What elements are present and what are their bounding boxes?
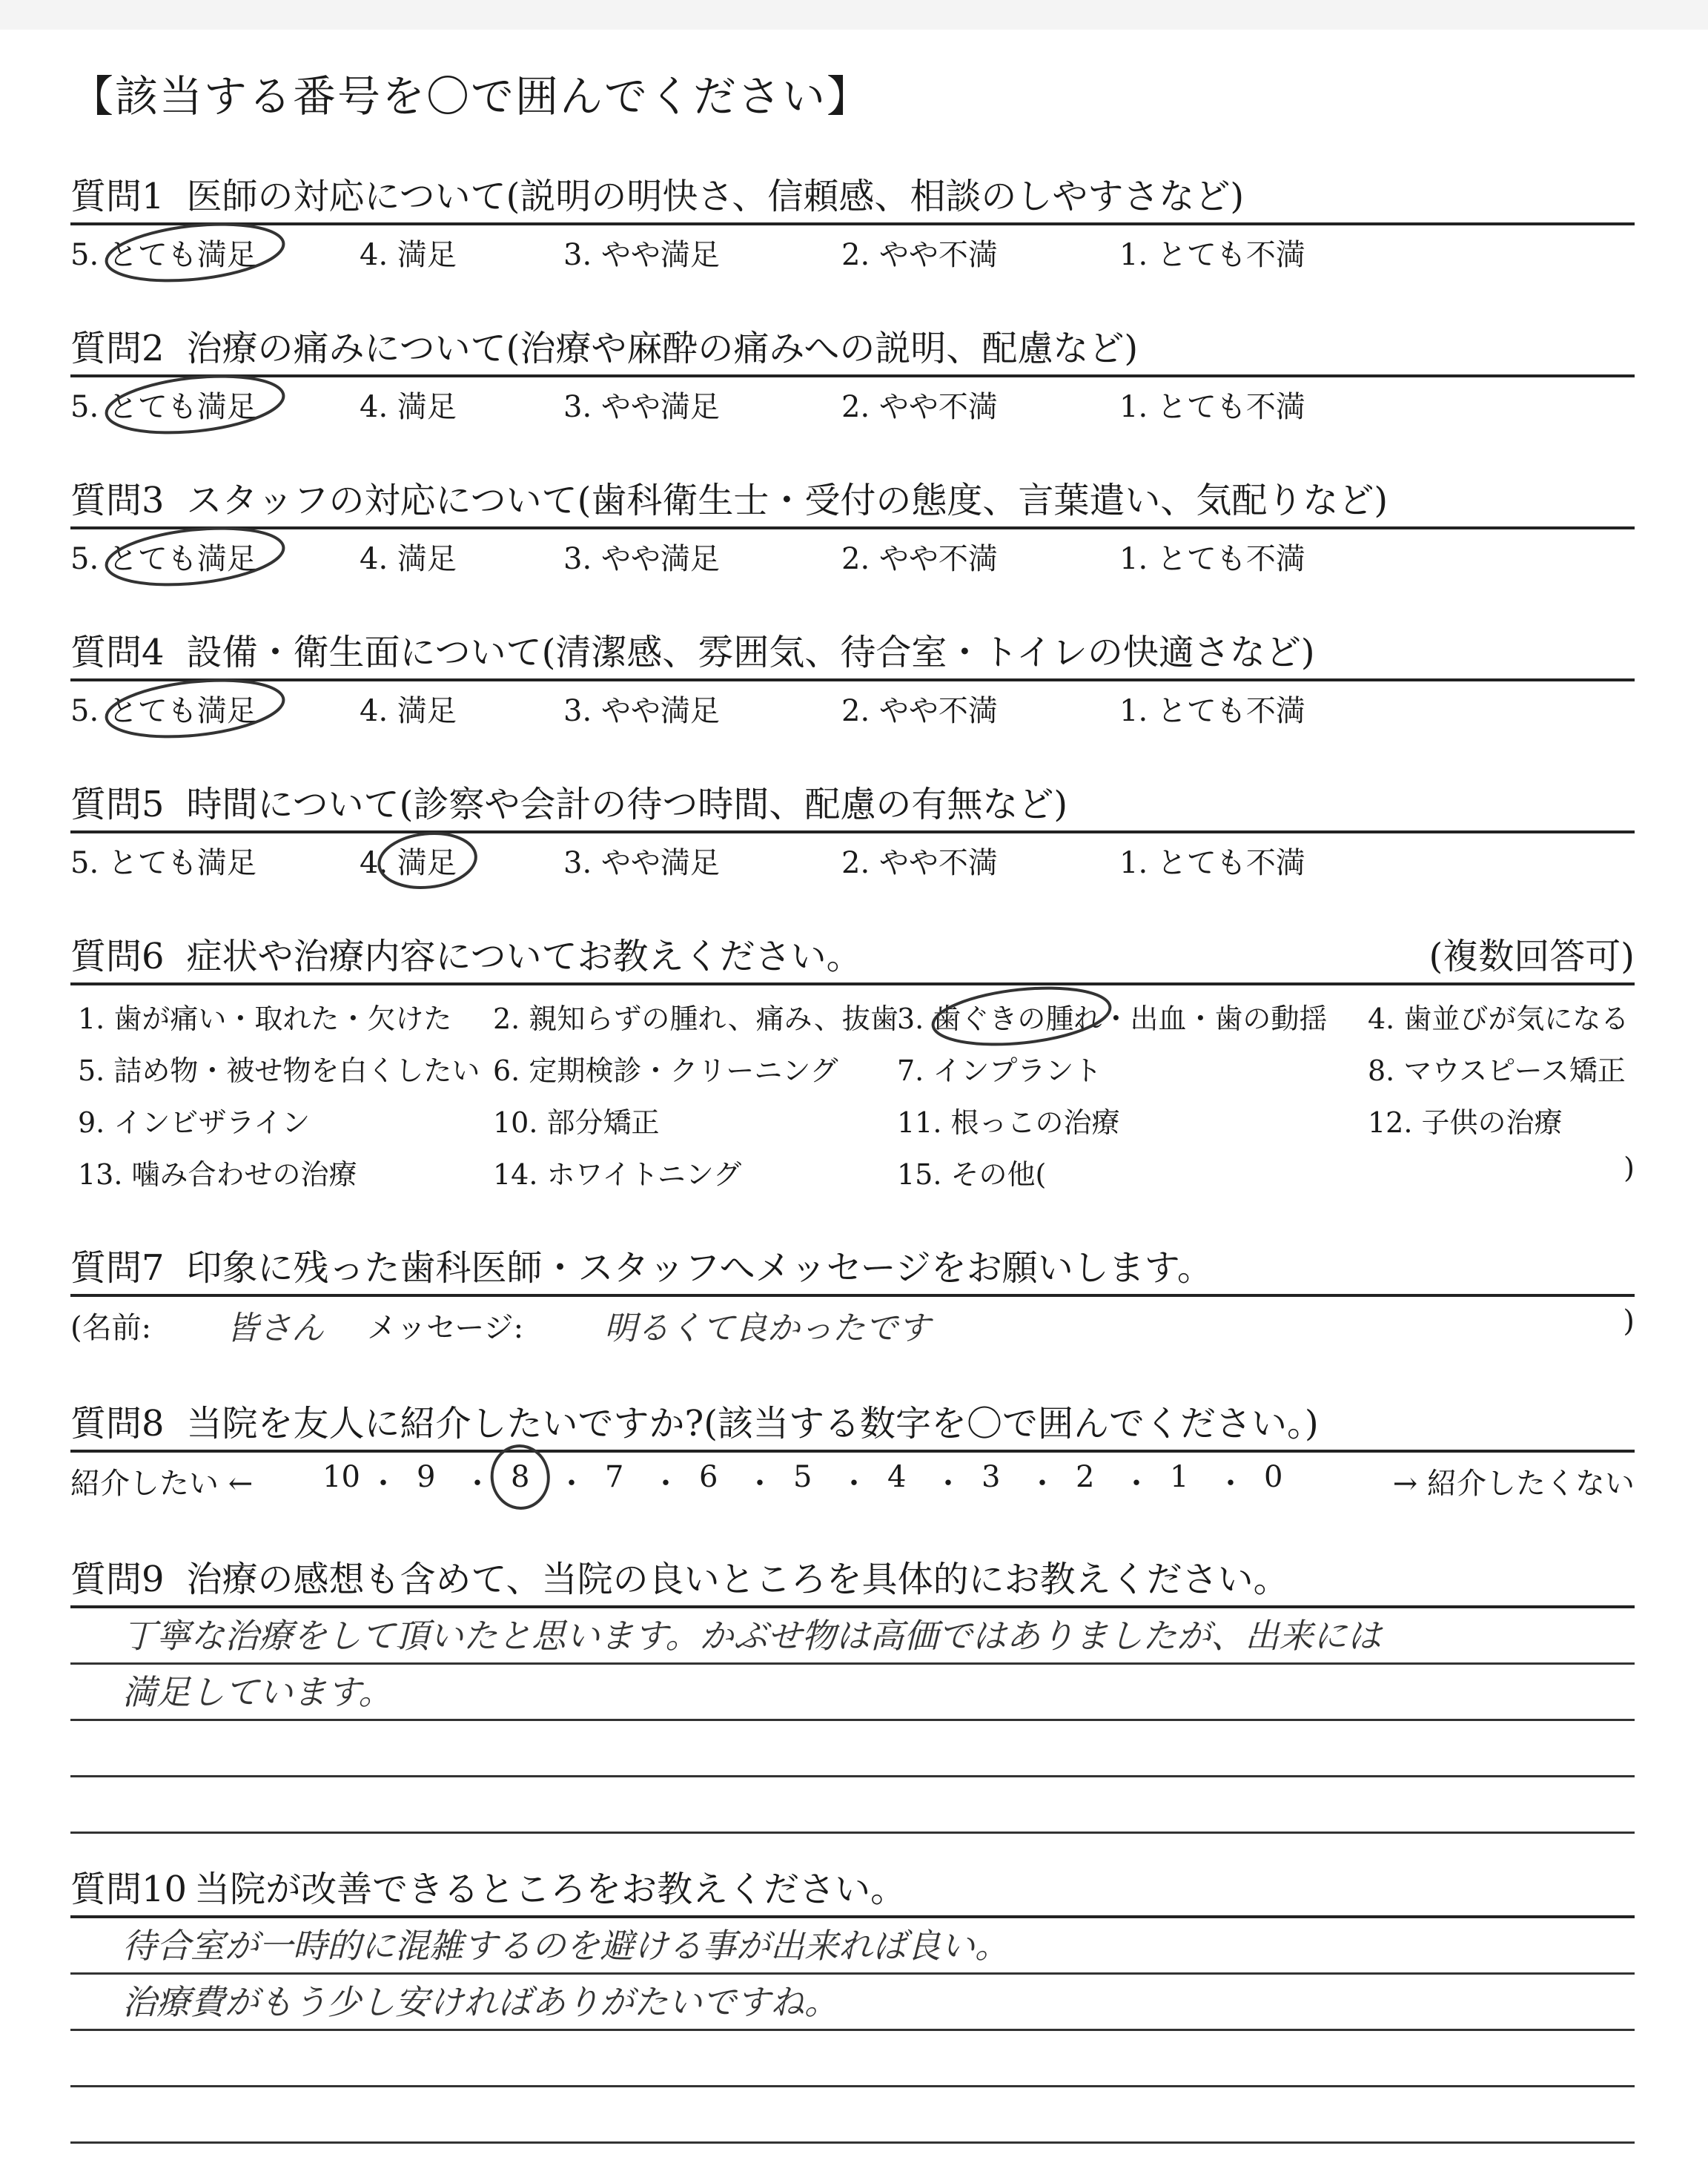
- rating-options: [70, 225, 1635, 274]
- question-label: 質問8: [70, 1403, 165, 1444]
- rating-options: [70, 529, 1635, 578]
- recommend-scale: [70, 1453, 1635, 1505]
- symptom-option[interactable]: 8. マウスピース矯正: [1368, 1054, 1626, 1087]
- answer-line[interactable]: [70, 1918, 1635, 1975]
- rating-option[interactable]: 5. とても満足: [70, 238, 256, 272]
- rating-option[interactable]: 3. やや満足: [563, 694, 720, 728]
- scale-value[interactable]: 6: [699, 1460, 718, 1494]
- question-5: [70, 779, 1635, 882]
- question-7: [70, 1242, 1635, 1349]
- rating-options: [70, 377, 1635, 426]
- scale-separator: ・: [933, 1467, 963, 1501]
- symptom-option[interactable]: 12. 子供の治療: [1368, 1106, 1563, 1139]
- question-8: [70, 1398, 1635, 1505]
- symptom-option[interactable]: 2. 親知らずの腫れ、痛み、抜歯: [493, 1003, 898, 1035]
- message-label: メッセージ:: [367, 1311, 524, 1345]
- rating-option[interactable]: 1. とても不満: [1119, 846, 1305, 880]
- scale-value[interactable]: 9: [417, 1460, 436, 1494]
- question-text: 医師の対応について(説明の明快さ、信頼感、相談のしやすさなど): [186, 176, 1245, 217]
- question-7-title: [70, 1242, 1635, 1297]
- question-text: 当院を友人に紹介したいですか?(該当する数字を〇で囲んでください。): [186, 1403, 1319, 1444]
- form-title: 【該当する番号を〇で囲んでください】: [70, 71, 872, 122]
- answer-line[interactable]: [70, 1975, 1635, 2031]
- answer-line[interactable]: [70, 1608, 1635, 1665]
- scale-separator: ・: [1216, 1467, 1245, 1501]
- name-value[interactable]: 皆さん: [226, 1309, 324, 1347]
- question-10: [70, 1863, 1635, 2144]
- other-close-paren: ): [1623, 1152, 1635, 1184]
- question-9: [70, 1553, 1635, 1834]
- rating-option[interactable]: 5. とても満足: [70, 390, 256, 424]
- question-text: 治療の痛みについて(治療や麻酔の痛みへの説明、配慮など): [186, 328, 1139, 369]
- rating-option[interactable]: 4. 満足: [360, 238, 457, 272]
- answer-line[interactable]: [70, 2031, 1635, 2087]
- question-label: 質問7: [70, 1247, 165, 1289]
- question-text: 設備・衛生面について(清潔感、雰囲気、待合室・トイレの快適さなど): [186, 632, 1315, 673]
- question-8-title: [70, 1398, 1635, 1453]
- question-text: 時間について(診察や会計の待つ時間、配慮の有無など): [186, 784, 1068, 825]
- scale-separator: ・: [1122, 1467, 1151, 1501]
- question-text: 治療の感想も含めて、当院の良いところを具体的にお教えください。: [186, 1559, 1289, 1600]
- message-value[interactable]: 明るくて良かったです: [604, 1309, 930, 1347]
- rating-option[interactable]: 1. とても不満: [1119, 542, 1305, 576]
- question-label: 質問1: [70, 176, 165, 217]
- scale-left-label: 紹介したい ←: [70, 1467, 254, 1501]
- name-label: (名前:: [70, 1311, 152, 1345]
- rating-options: [70, 681, 1635, 730]
- question-4: [70, 627, 1635, 730]
- question-label: 質問4: [70, 632, 165, 673]
- question-5-title: [70, 779, 1635, 833]
- scale-separator: ・: [1027, 1467, 1057, 1501]
- question-4-title: [70, 627, 1635, 681]
- rating-option[interactable]: 4. 満足: [360, 390, 457, 424]
- rating-option[interactable]: 1. とても不満: [1119, 694, 1305, 728]
- symptom-option[interactable]: 1. 歯が痛い・取れた・欠けた: [78, 1003, 452, 1035]
- question-text: 症状や治療内容についてお教えください。: [186, 936, 862, 977]
- good-points-answer: [70, 1608, 1635, 1834]
- question-label: 質問9: [70, 1559, 165, 1600]
- scale-value[interactable]: 4: [887, 1460, 907, 1494]
- rating-option[interactable]: 3. やや満足: [563, 390, 720, 424]
- symptom-option[interactable]: 4. 歯並びが気になる: [1368, 1003, 1629, 1035]
- handwritten-answer: 丁寧な治療をして頂いたと思います。かぶせ物は高価ではありましたが、出来には: [122, 1616, 1382, 1656]
- question-label: 質問6: [70, 936, 165, 977]
- rating-option[interactable]: 3. やや満足: [563, 542, 720, 576]
- rating-option[interactable]: 5. とても満足: [70, 846, 256, 880]
- question-9-title: [70, 1553, 1635, 1608]
- scale-separator: ・: [745, 1467, 775, 1501]
- rating-option[interactable]: 4. 満足: [360, 542, 457, 576]
- question-1-title: [70, 171, 1635, 225]
- handwritten-answer: 治療費がもう少し安ければありがたいですね。: [122, 1982, 838, 2022]
- symptom-option[interactable]: 3. 歯ぐきの腫れ・出血・歯の動揺: [897, 1003, 1328, 1035]
- scale-value[interactable]: 10: [322, 1460, 360, 1494]
- answer-line[interactable]: [70, 1665, 1635, 1721]
- rating-option[interactable]: 4. 満足: [360, 846, 457, 880]
- question-text: 印象に残った歯科医師・スタッフへメッセージをお願いします。: [186, 1247, 1213, 1289]
- question-label: 質問2: [70, 328, 165, 369]
- scale-separator: ・: [368, 1467, 398, 1501]
- rating-option[interactable]: 2. やや不満: [841, 542, 998, 576]
- message-row: [70, 1297, 1635, 1349]
- rating-option[interactable]: 4. 満足: [360, 694, 457, 728]
- answer-line[interactable]: [70, 2087, 1635, 2144]
- improvement-answer: [70, 1918, 1635, 2144]
- question-label: 質問10: [70, 1869, 188, 1910]
- question-1: [70, 171, 1635, 274]
- rating-option[interactable]: 5. とても満足: [70, 694, 256, 728]
- symptom-options: [70, 985, 1635, 1193]
- scale-value[interactable]: 8: [511, 1460, 530, 1494]
- symptom-option[interactable]: 15. その他(: [897, 1158, 1047, 1191]
- rating-option[interactable]: 2. やや不満: [841, 694, 998, 728]
- scale-separator: ・: [839, 1467, 869, 1501]
- symptom-option[interactable]: 9. インビザライン: [78, 1106, 311, 1139]
- symptom-option[interactable]: 7. インプラント: [897, 1054, 1102, 1087]
- question-text: 当院が改善できるところをお教えください。: [194, 1869, 907, 1910]
- rating-questions: [70, 171, 1635, 882]
- symptom-option[interactable]: 11. 根っこの治療: [897, 1106, 1120, 1139]
- scale-value[interactable]: 2: [1076, 1460, 1095, 1494]
- symptom-option[interactable]: 14. ホワイトニング: [493, 1158, 742, 1191]
- rating-option[interactable]: 2. やや不満: [841, 390, 998, 424]
- question-10-title: [70, 1863, 1635, 1918]
- rating-option[interactable]: 2. やや不満: [841, 846, 998, 880]
- scale-right-label: → 紹介したくない: [1392, 1467, 1635, 1501]
- rating-options: [70, 833, 1635, 882]
- question-3-title: [70, 475, 1635, 529]
- question-6: [70, 931, 1635, 1193]
- close-paren: ): [1623, 1304, 1635, 1338]
- rating-option[interactable]: 3. やや満足: [563, 846, 720, 880]
- symptom-option[interactable]: 13. 噛み合わせの治療: [78, 1158, 357, 1191]
- rating-option[interactable]: 1. とても不満: [1119, 238, 1305, 272]
- answer-line[interactable]: [70, 1777, 1635, 1834]
- multiple-answers-note: (複数回答可): [1429, 936, 1635, 977]
- question-label: 質問3: [70, 480, 165, 521]
- question-label: 質問5: [70, 784, 165, 825]
- question-3: [70, 475, 1635, 578]
- question-6-title: [70, 931, 1635, 985]
- question-2-title: [70, 323, 1635, 377]
- question-text: スタッフの対応について(歯科衛生士・受付の態度、言葉遣い、気配りなど): [186, 480, 1388, 521]
- scale-value[interactable]: 0: [1264, 1460, 1283, 1494]
- handwritten-answer: 待合室が一時的に混雑するのを避ける事が出来れば良い。: [122, 1926, 1009, 1966]
- handwritten-answer: 満足しています。: [122, 1672, 393, 1712]
- question-2: [70, 323, 1635, 426]
- scale-separator: ・: [557, 1467, 586, 1501]
- scale-value[interactable]: 3: [982, 1460, 1001, 1494]
- survey-form: [70, 67, 1635, 2144]
- scale-value[interactable]: 5: [793, 1460, 812, 1494]
- scale-value[interactable]: 1: [1170, 1460, 1189, 1494]
- scale-value[interactable]: 7: [605, 1460, 624, 1494]
- rating-option[interactable]: 2. やや不満: [841, 238, 998, 272]
- rating-option[interactable]: 1. とても不満: [1119, 390, 1305, 424]
- rating-option[interactable]: 5. とても満足: [70, 542, 256, 576]
- answer-line[interactable]: [70, 1721, 1635, 1777]
- scale-separator: ・: [463, 1467, 492, 1501]
- scale-separator: ・: [651, 1467, 681, 1501]
- scan-top-band: [0, 0, 1708, 30]
- rating-option[interactable]: 3. やや満足: [563, 238, 720, 272]
- symptom-option[interactable]: 5. 詰め物・被せ物を白くしたい: [78, 1054, 480, 1087]
- symptom-option[interactable]: 6. 定期検診・クリーニング: [493, 1054, 838, 1087]
- symptom-option[interactable]: 10. 部分矯正: [493, 1106, 660, 1139]
